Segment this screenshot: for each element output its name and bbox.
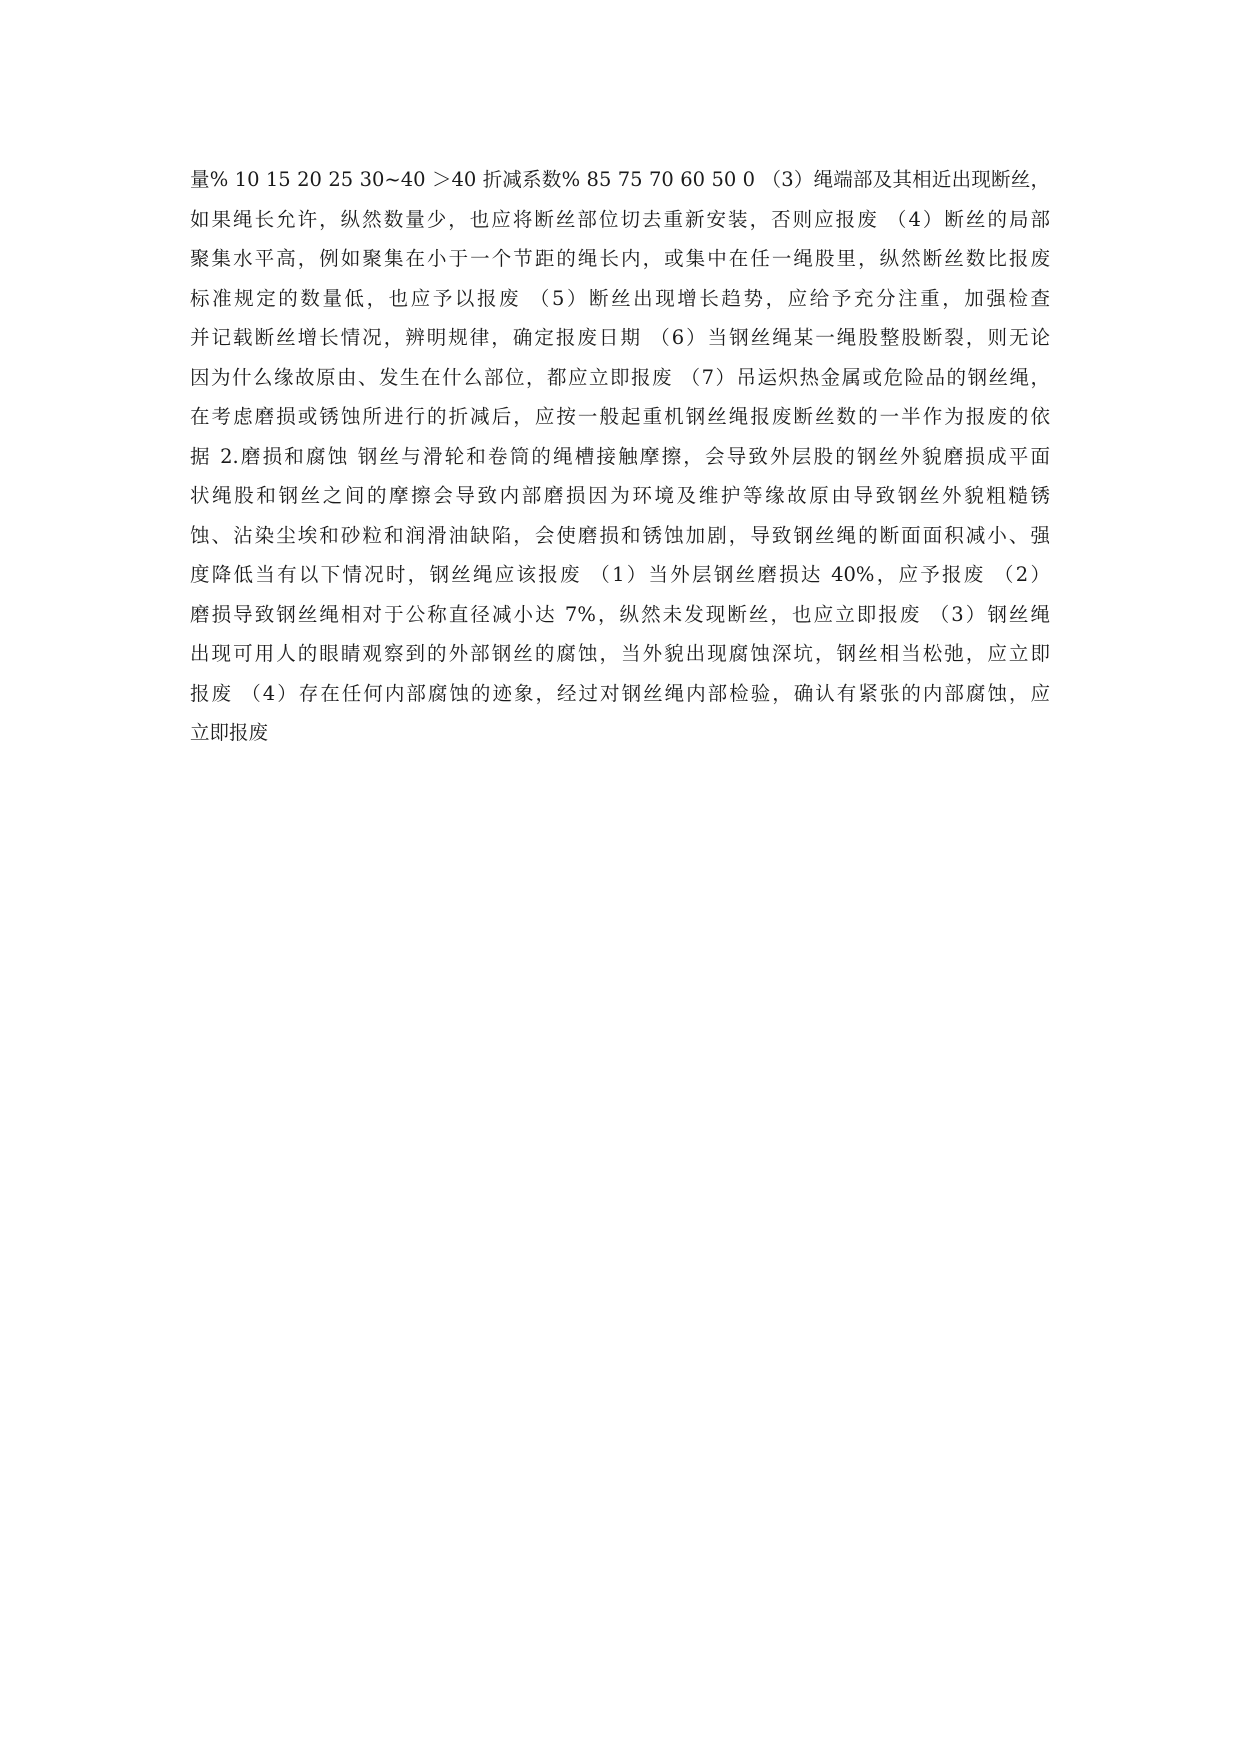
text-line: 因为什么缘故原由、发生在什么部位，都应立即报废 （7）吊运炽热金属或危险品的钢丝绳， xyxy=(190,365,1050,389)
text-line: 如果绳长允许，纵然数量少，也应将断丝部位切去重新安装，否则应报废 （4）断丝的局部 xyxy=(190,207,1050,231)
text-line: 并记载断丝增长情况，辨明规律，确定报废日期 （6）当钢丝绳某一绳股整股断裂，则无论 xyxy=(190,326,1050,349)
text-line: 量% 10 15 20 25 30~40 ＞40 折减系数% 85 75 70 60 50 0 （3）绳端部及其相近出现断丝， xyxy=(190,168,1050,191)
text-line: 磨损导致钢丝绳相对于公称直径减小达 7%，纵然未发现断丝，也应立即报废 （3）钢丝绳 xyxy=(190,602,1050,626)
body-text xyxy=(190,160,1050,753)
text-line: 在考虑磨损或锈蚀所进行的折减后，应按一般起重机钢丝绳报废断丝数的一半作为报废的依 xyxy=(190,405,1050,428)
text-line: 立即报废 xyxy=(190,721,269,744)
text-line: 蚀、沾染尘埃和砂粒和润滑油缺陷，会使磨损和锈蚀加剧，导致钢丝绳的断面面积减小、强 xyxy=(190,523,1050,547)
text-line: 标准规定的数量低，也应予以报废 （5）断丝出现增长趋势，应给予充分注重，加强检查 xyxy=(190,286,1050,310)
text-line: 聚集水平高，例如聚集在小于一个节距的绳长内，或集中在任一绳股里，纵然断丝数比报废 xyxy=(190,247,1050,270)
text-line: 报废 （4）存在任何内部腐蚀的迹象，经过对钢丝绳内部检验，确认有紧张的内部腐蚀，应 xyxy=(190,681,1050,705)
text-line: 出现可用人的眼睛观察到的外部钢丝的腐蚀，当外貌出现腐蚀深坑，钢丝相当松弛，应立即 xyxy=(190,642,1050,665)
text-line: 据 2.磨损和腐蚀 钢丝与滑轮和卷筒的绳槽接触摩擦，会导致外层股的钢丝外貌磨损成平面 xyxy=(190,444,1050,468)
text-line: 度降低当有以下情况时，钢丝绳应该报废 （1）当外层钢丝磨损达 40%，应予报废 （2） xyxy=(190,563,1050,586)
text-line: 状绳股和钢丝之间的摩擦会导致内部磨损因为环境及维护等缘故原由导致钢丝外貌粗糙锈 xyxy=(190,484,1050,507)
